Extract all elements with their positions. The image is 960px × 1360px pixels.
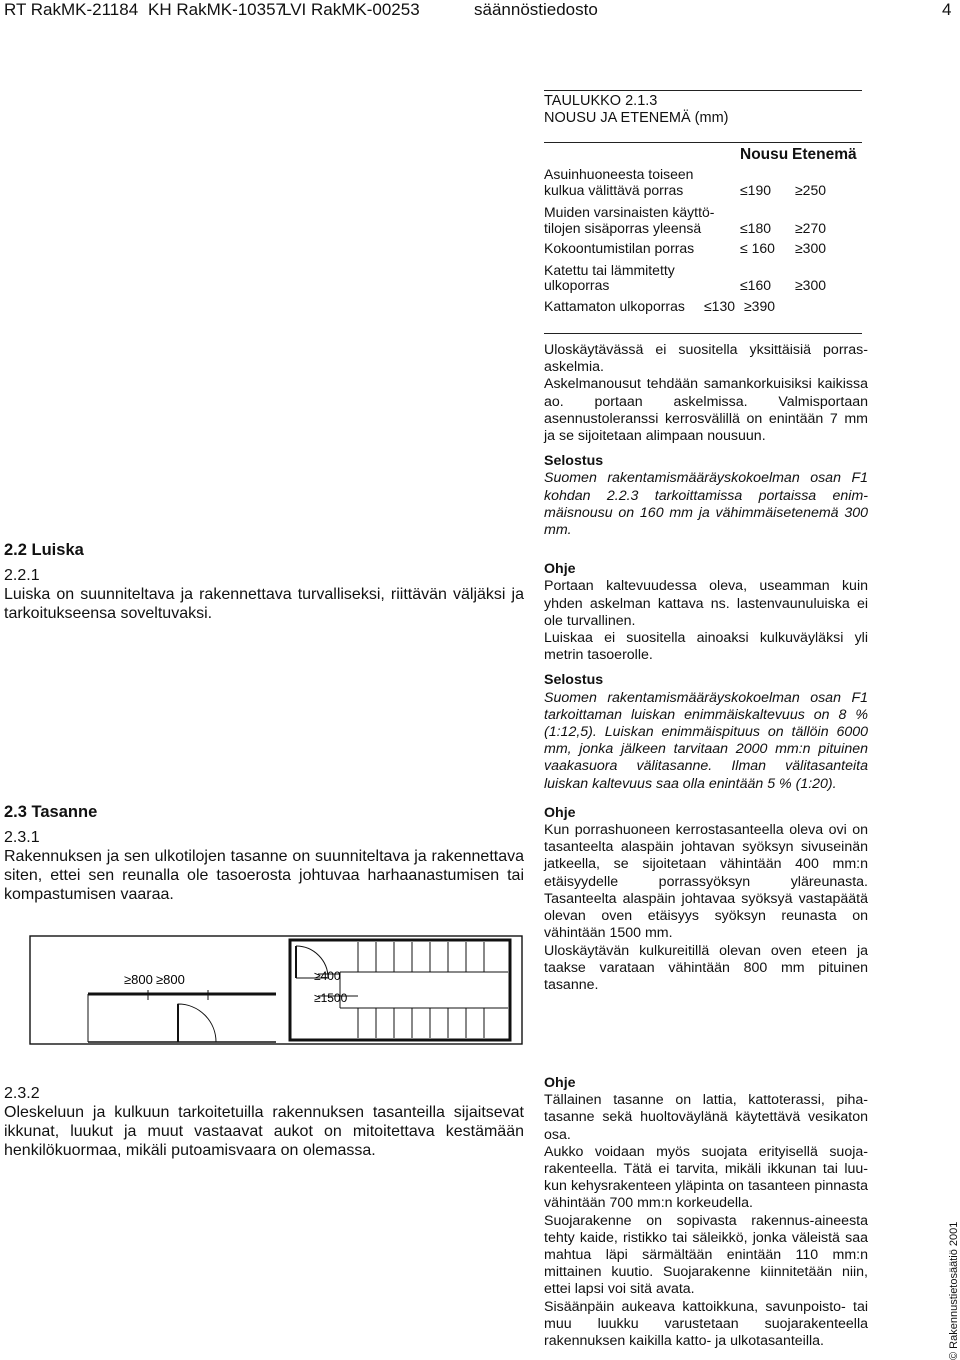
table-top-rule	[544, 90, 862, 91]
table-row-5-label: Kattamaton ulkoporras	[544, 298, 685, 314]
table-row-2-label-b: tilojen sisäporras yleensä	[544, 220, 702, 236]
page-header	[0, 0, 960, 26]
section-2-3	[4, 803, 524, 904]
table-row-1-run: ≥250	[795, 182, 827, 198]
header-code-lvi: LVI RakMK-00253	[282, 0, 420, 19]
section-2-3-heading: 2.3 Tasanne	[4, 803, 98, 821]
section-2-2-1-text: Luiska on suunniteltava ja rakennettava turvalliseksi, riittävän väljäksi ja tarkoitukseensa soveltuvaksi.	[4, 586, 524, 622]
header-code-kh: KH RakMK-10357	[148, 0, 286, 19]
stairwell-walls	[290, 940, 510, 1040]
dim-label-1500: ≥1500	[314, 991, 348, 1005]
dim-label-800-a: ≥800	[124, 972, 153, 987]
ohje-3-paragraph-2: Aukko voidaan myös suojata erityisellä suojarakenteella. Tätä ei tarvita, mikäli ikkunan tai luukun kehysrakenteen yläpinta on tasanteen pinnasta vähintään 700 mm:n korkeudella.	[544, 1143, 868, 1212]
table-subtitle: NOUSU JA ETENEMÄ (mm)	[544, 110, 729, 126]
table-title: TAULUKKO 2.1.3	[544, 93, 658, 109]
section-2-3-1-number: 2.3.1	[4, 829, 40, 846]
ohje-3-paragraph-1: Tällainen tasanne on lattia, kattoterassi, pihatasanne sekä huoltoväylänä käytettävä vesikaton osa.	[544, 1092, 868, 1143]
table-col-rise: Nousu	[740, 146, 789, 163]
selostus-1-heading: Selostus	[544, 453, 604, 470]
dim-label-400: ≥400	[314, 969, 341, 983]
table-header-rule	[544, 142, 862, 143]
table-row-1-label-a: Asuinhuoneesta toiseen	[544, 166, 694, 182]
note-single-steps: Uloskäytävässä ei suositella yksittäisiä porrasaskelmia.	[544, 342, 868, 376]
selostus-2-heading: Selostus	[544, 672, 604, 689]
selostus-1-text: Suomen rakentamismääräyskokoelman osan F1 kohdan 2.2.3 tarkoittamissa portaissa enimmäisnousu on 160 mm ja vähimmäisetenemä 300 mm.	[544, 470, 868, 539]
ohje-2-paragraph-2: Uloskäytävän kulkureitillä olevan oven eteen ja taakse varataan vähintään 800 mm pituinen tasanne.	[544, 942, 868, 993]
landing-plan-figure	[28, 934, 524, 1046]
section-2-2	[4, 541, 524, 623]
table-row-4-label-b: ulkoporras	[544, 277, 610, 293]
table-row-2-label-a: Muiden varsinaisten käyttö-	[544, 204, 715, 220]
section-2-3-1-text: Rakennuksen ja sen ulkotilojen tasanne on suunniteltava ja rakennettava siten, ettei sen reunalla ole tasoerosta johtuvaa harhaanastumisen tai kompastumisen vaaraa.	[4, 848, 524, 903]
note-step-rises: Askelmanousut tehdään samankorkuisiksi kaikissa ao. portaan askelmissa. Valmisportaan asennustoleranssi kerrosvälillä on enintään 7 mm ja se sijoitetaan alimpaan nousuun.	[544, 376, 868, 445]
ohje-3-heading: Ohje	[544, 1075, 576, 1091]
dim-label-800-b: ≥800	[156, 972, 185, 987]
section-2-3-2-text: Oleskeluun ja kulkuun tarkoitetuilla rakennuksen tasanteilla sijaitsevat ikkunat, luukut ja muut vastaavat aukot on mitoitettava kestämään henkilökuormaa, mikäli putoamisvaara on olemassa.	[4, 1104, 524, 1159]
ohje-3-paragraph-4: Sisäänpäin aukeava kattoikkuna, savunpoisto- tai muu luukku varustetaan suojarakenteella rakennuksen kaikilla katto- ja ulkotasanteilla.	[544, 1298, 868, 1350]
table-bottom-rule	[544, 333, 862, 334]
table-row-5-rise: ≤130	[704, 298, 736, 314]
right-column-upper	[544, 342, 868, 994]
section-2-3-2-number: 2.3.2	[4, 1085, 40, 1102]
copyright-note: © Rakennustietosäätiö 2001	[948, 1221, 960, 1360]
header-code-rt: RT RakMK-21184	[4, 0, 139, 19]
table-row-4-rise: ≤160	[740, 277, 772, 293]
section-2-2-heading: 2.2 Luiska	[4, 541, 84, 559]
selostus-2-text: Suomen rakentamismääräyskokoelman osan F1 tarkoittaman luiskan enimmäiskaltevuus on 8 % (1:12,5). Luiskan enimmäispituus on tällöin 6000 mm, jonka jälkeen tarvitaan 2000 mm:n pituinen vaakasuora välitasanne. Ilman välitasanteita luiskan kaltevuus saa olla enintään 5 % (1:20).	[544, 689, 868, 792]
ohje-1-paragraph-1: Portaan kaltevuudessa oleva, useamman kuin yhden askelman kattava ns. lastenvaunuluiska ei ole turvallinen.	[544, 578, 868, 629]
table-row-5-run: ≥390	[744, 298, 776, 314]
ohje-2-heading: Ohje	[544, 804, 576, 821]
table-row-3-label: Kokoontumistilan porras	[544, 240, 695, 256]
table-row-4-label-a: Katettu tai lämmitetty	[544, 262, 675, 278]
header-doc-type: säännöstiedosto	[474, 0, 598, 19]
corridor-door-swing	[178, 1004, 216, 1042]
ohje-3-paragraph-3: Suojarakenne on sopivasta rakennus-aineesta tehty kaide, ristikko tai säleikkö, jonka väleistä saa mahtua läpi särmältään enintään 110 mm:n mittainen kuutio. Suojarakenne kiinnitetään niin, ettei lapsi voi sitä avata.	[544, 1212, 868, 1298]
section-2-2-1-number: 2.2.1	[4, 567, 40, 584]
right-column-lower	[544, 1075, 868, 1350]
table-row-3-rise: ≤ 160	[740, 240, 775, 256]
table-row-2-rise: ≤180	[740, 220, 772, 236]
table-row-1-rise: ≤190	[740, 182, 772, 198]
table-row-1-label-b: kulkua välittävä porras	[544, 182, 684, 198]
ohje-1-paragraph-2: Luiskaa ei suositella ainoaksi kulkuväyläksi yli metrin tasoerolle.	[544, 630, 868, 664]
table-row-4-run: ≥300	[795, 277, 827, 293]
ohje-1-heading: Ohje	[544, 561, 576, 578]
ohje-2-paragraph-1: Kun porrashuoneen kerrostasanteella oleva ovi on tasanteelta alaspäin johtavan syöksyn sivuseinän jatkeella, se sijoitetaan vähintään 400 mm:n etäisyydelle porrassyöksyn yläreunasta. Tasanteelta alaspäin johtavaa syöksyä vastapäätä olevan oven etäisyys syöksyn reunasta on vähintään 1500 mm.	[544, 822, 868, 942]
stair-flight-upper	[340, 942, 508, 972]
section-2-3-2	[4, 1084, 524, 1160]
table-col-run: Etenemä	[792, 146, 857, 163]
page-number: 4	[942, 0, 952, 19]
stair-flight-lower	[340, 1008, 508, 1038]
table-row-3-run: ≥300	[795, 240, 827, 256]
table-row-2-run: ≥270	[795, 220, 827, 236]
